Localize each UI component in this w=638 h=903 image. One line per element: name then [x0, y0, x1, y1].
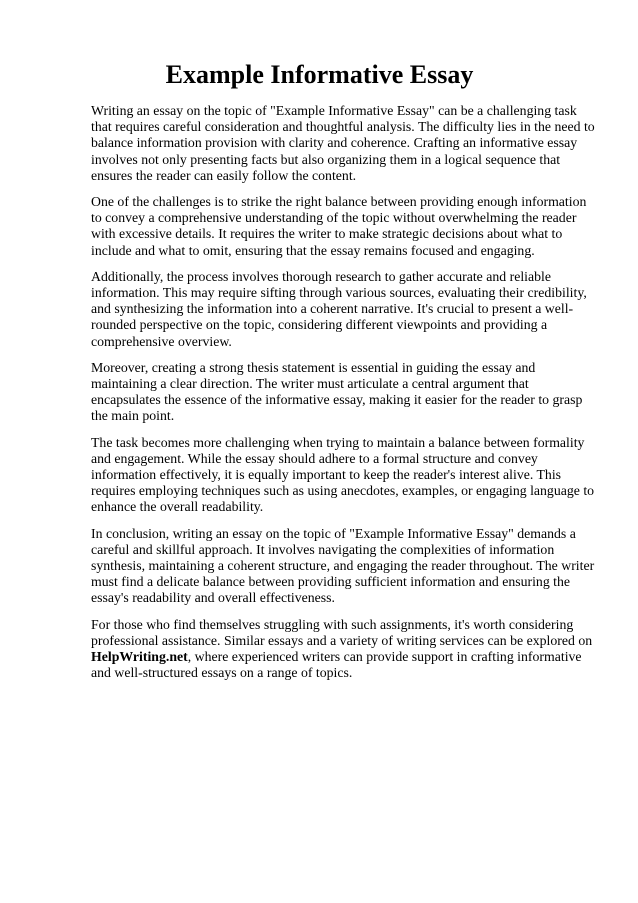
document-title: Example Informative Essay	[165, 60, 474, 89]
paragraph-1: Writing an essay on the topic of "Example Informative Essay" can be a challenging task that requires careful consideration and thoughtful analysis. The difficulty lies in the need to balance information provision with clarity and coherence. Crafting an informative essay involves not only presenting facts but also organizing them in a logical sequence that ensures the reader can easily follow the content.	[91, 103, 595, 183]
paragraph-5: The task becomes more challenging when trying to maintain a balance between formality and engagement. While the essay should adhere to a formal structure and convey information effectively, it is equally important to keep the reader's interest alive. This requires employing techniques such as using anecdotes, examples, or engaging language to enhance the overall readability.	[91, 434, 595, 515]
paragraph-6: In conclusion, writing an essay on the topic of "Example Informative Essay" demands a careful and skillful approach. It involves navigating the complexities of information synthesis, maintaining a coherent structure, and engaging the reader throughout. The writer must find a delicate balance between providing sufficient information and ensuring the essay's readability and overall effectiveness.	[91, 525, 595, 606]
helpwriting-link[interactable]: HelpWriting.net	[91, 649, 188, 665]
closing-paragraph	[91, 617, 598, 682]
paragraph-3: Additionally, the process involves thorough research to gather accurate and reliable information. This may require sifting through various sources, evaluating their credibility, and synthesizing the information into a coherent narrative. It's crucial to present a well-rounded perspective on the topic, considering different viewpoints and providing a comprehensive overview.	[91, 268, 587, 349]
closing-text-after-link: , where experienced writers can provide support in crafting informative and well-structured essays on a range of topics.	[91, 649, 582, 681]
paragraph-2: One of the challenges is to strike the right balance between providing enough information to convey a comprehensive understanding of the topic without overwhelming the reader with excessive details. It requires the writer to make strategic decisions about what to include and what to omit, ensuring that the essay remains focused and engaging.	[91, 194, 587, 258]
paragraph-4: Moreover, creating a strong thesis statement is essential in guiding the essay and maintaining a clear direction. The writer must articulate a central argument that encapsulates the essence of the informative essay, making it easier for the reader to grasp the main point.	[91, 359, 583, 424]
closing-text-before-link: For those who find themselves struggling with such assignments, it's worth considering professional assistance. Similar essays and a variety of writing services can be explored on	[91, 616, 593, 648]
